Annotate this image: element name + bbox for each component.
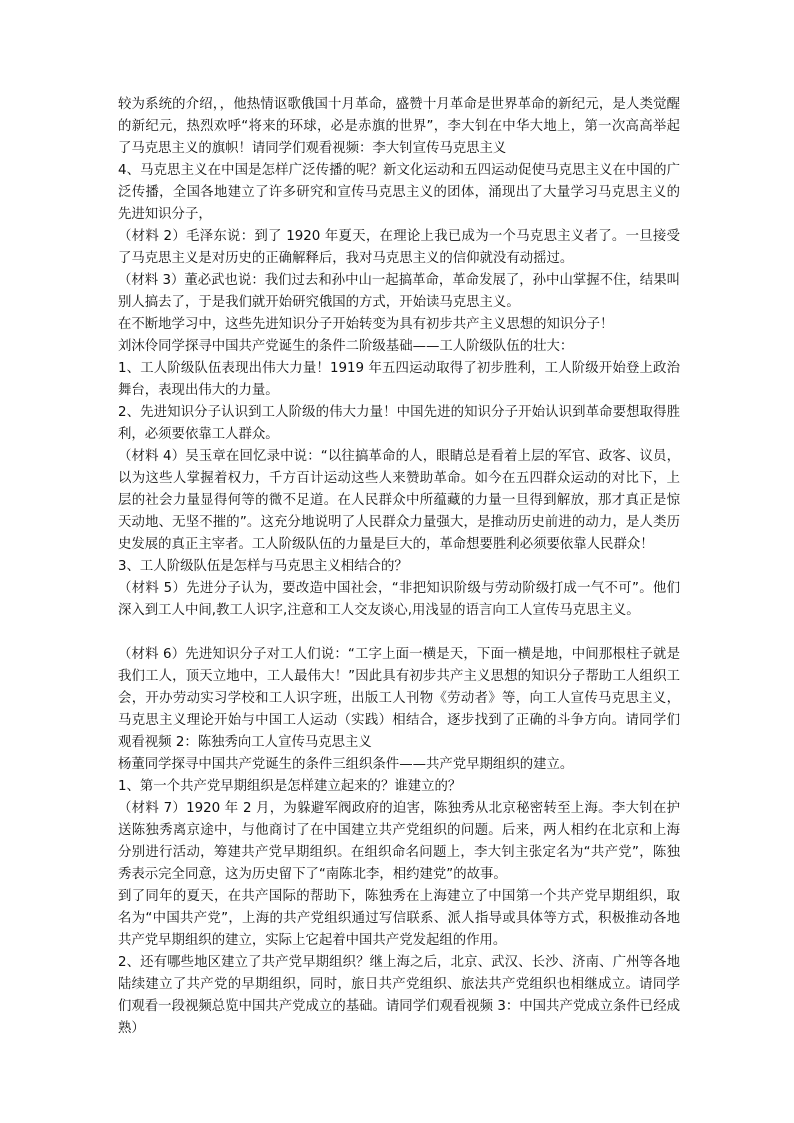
paragraph-material-4: （材料 4）吴玉章在回忆录中说：“以往搞革命的人，眼睛总是看着上层的军官、政客、议员，以为这些人掌握着权力，千方百计运动这些人来赞助革命。如今在五四群众运动的对比下，上层的社会力量显得何等的微不足道。在人民群众中所蕴藏的力量一旦得到解放，那才真正是惊天动地、无坚不摧的”。这充分地说明了人民群众力量强大，是推动历史前进的动力，是人类历史发展的真正主宰者。工人阶级队伍的力量是巨大的，革命想要胜利必须要依靠人民群众！	[118, 449, 680, 552]
paragraph-shanghai-group: 到了同年的夏天，在共产国际的帮助下，陈独秀在上海建立了中国第一个共产党早期组织，取名为“中国共产党”，上海的共产党组织通过写信联系、派人指导或具体等方式，积极推动各地共产党早期组织的建立，实际上它起着中国共产党发起组的作用。	[118, 889, 680, 948]
paragraph-section-class-basis: 刘沐伶同学探寻中国共产党诞生的条件二阶级基础——工人阶级队伍的壮大：	[118, 339, 574, 354]
paragraph-org-question-1: 1、第一个共产党早期组织是怎样建立起来的？谁建立的？	[118, 779, 462, 794]
paragraph-point-1: 1、工人阶级队伍表现出伟大力量！1919 年五四运动取得了初步胜利，工人阶级开始登上政治舞台，表现出伟大的力量。	[118, 361, 680, 398]
paragraph-org-question-2: 2、还有哪些地区建立了共产党早期组织？继上海之后，北京、武汉、长沙、济南、广州等各地陆续建立了共产党的早期组织，同时，旅日共产党组织、旅法共产党组织也相继成立。请同学们观看一段视频总览中国共产党成立的基础。请同学们观看视频 3：中国共产党成立条件已经成熟）	[118, 955, 680, 1036]
paragraph-section-organization: 杨董同学探寻中国共产党诞生的条件三组织条件——共产党早期组织的建立。	[118, 757, 574, 772]
paragraph-material-5: （材料 5）先进分子认为，要改造中国社会，“非把知识阶级与劳动阶级打成一气不可”。他们深入到工人中间,教工人识字,注意和工人交友谈心,用浅显的语言向工人宣传马克思主义。	[118, 581, 680, 618]
paragraph-material-3: （材料 3）董必武也说：我们过去和孙中山一起搞革命，革命发展了，孙中山掌握不住，结果叫别人搞去了，于是我们就开始研究俄国的方式，开始读马克思主义。	[118, 273, 680, 310]
paragraph-intro-li-dazhao: 较为系统的介绍，，他热情讴歌俄国十月革命，盛赞十月革命是世界革命的新纪元，是人类觉醒的新纪元，热烈欢呼“将来的环球，必是赤旗的世界”，李大钊在中华大地上，第一次高高举起了马克思主义的旗帜！请同学们观看视频：李大钊宣传马克思主义	[118, 97, 680, 156]
paragraph-transition: 在不断地学习中，这些先进知识分子开始转变为具有初步共产主义思想的知识分子！	[118, 317, 614, 332]
paragraph-material-6: （材料 6）先进知识分子对工人们说：“工字上面一横是天，下面一横是地，中间那根柱子就是我们工人，顶天立地中，工人最伟大！”因此具有初步共产主义思想的知识分子帮助工人组织工会，开办劳动实习学校和工人识字班，出版工人刊物《劳动者》等，向工人宣传马克思主义，马克思主义理论开始与中国工人运动（实践）相结合，逐步找到了正确的斗争方向。请同学们观看视频 2：陈独秀向工人宣传马克思主义	[118, 647, 680, 750]
paragraph-question-4: 4、马克思主义在中国是怎样广泛传播的呢？新文化运动和五四运动促使马克思主义在中国的广泛传播，全国各地建立了许多研究和宣传马克思主义的团体，涌现出了大量学习马克思主义的先进知识分子，	[118, 163, 680, 222]
blank-line	[118, 622, 680, 644]
paragraph-point-3: 3、工人阶级队伍是怎样与马克思主义相结合的？	[118, 559, 408, 574]
document-page	[118, 94, 680, 1040]
paragraph-material-7: （材料 7）1920 年 2 月，为躲避军阀政府的迫害，陈独秀从北京秘密转至上海。李大钊在护送陈独秀离京途中，与他商讨了在中国建立共产党组织的问题。后来，两人相约在北京和上海分别进行活动，筹建共产党早期组织。在组织命名问题上，李大钊主张定名为“共产党”，陈独秀表示完全同意，这为历史留下了“南陈北李，相约建党”的故事。	[118, 801, 680, 882]
paragraph-material-2: （材料 2）毛泽东说：到了 1920 年夏天，在理论上我已成为一个马克思主义者了。一旦接受了马克思主义是对历史的正确解释后，我对马克思主义的信仰就没有动摇过。	[118, 229, 680, 266]
paragraph-point-2: 2、先进知识分子认识到工人阶级的伟大力量！中国先进的知识分子开始认识到革命要想取得胜利，必须要依靠工人群众。	[118, 405, 680, 442]
